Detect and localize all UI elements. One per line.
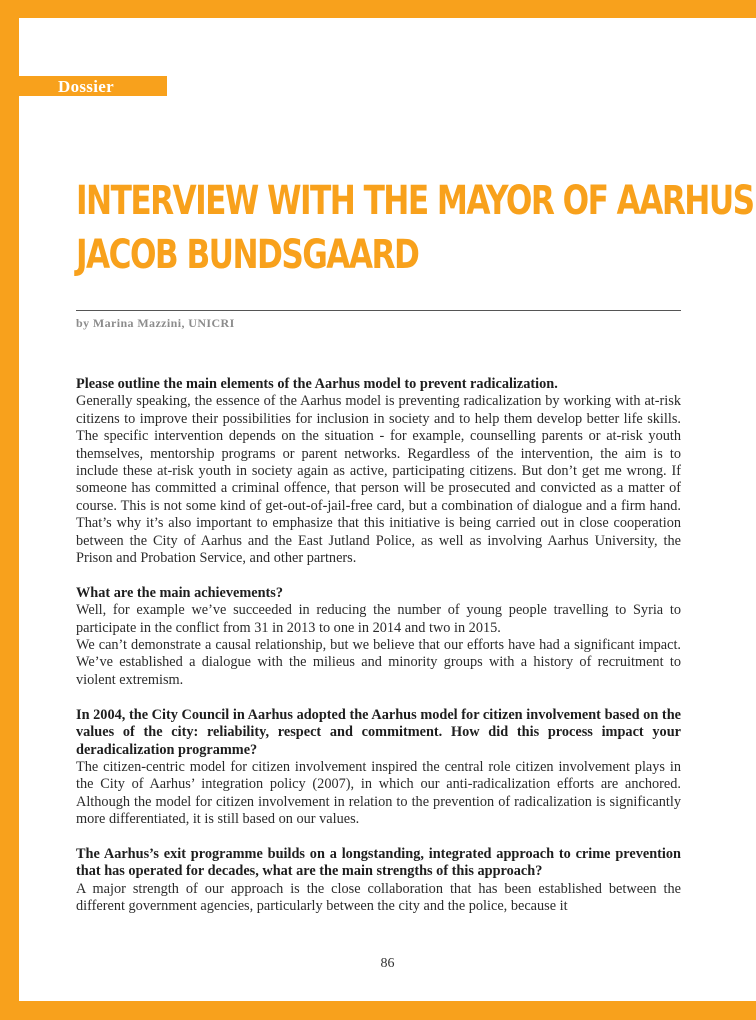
answer-paragraph: Well, for example we’ve succeeded in reducing the number of young people travelling to Syria to participate in the conflict from 31 in 2013 to one in 2014 and two in 2015. bbox=[76, 602, 681, 636]
page-number: 86 bbox=[380, 956, 395, 971]
title-line: JACOB BUNDSGAARD bbox=[76, 232, 419, 278]
qa-block bbox=[76, 585, 681, 689]
answer-paragraph: A major strength of our approach is the close collaboration that has been established between the different government agencies, particularly between the city and the police, because it bbox=[76, 880, 681, 915]
answer-paragraph: Generally speaking, the essence of the Aarhus model is preventing radicalization by working with at-risk citizens to improve their possibilities for inclusion in society and to help them develop better life skills. The specific intervention depends on the situation - for example, counselling parents or at-risk youth themselves, mentorship programs or parent networks. Regardless of the intervention, the aim is to include these at-risk youth in society again as active, participating citizens. But don’t get me wrong. If someone has committed a criminal offence, that person will be prosecuted and convicted as a matter of course. This is not some kind of get-out-of-jail-free card, but a combination of dialogue and a firm hand. That’s why it’s also important to emphasize that this initiative is being carried out in close cooperation between the City of Aarhus and the East Jutland Police, as well as involving Aarhus University, the Prison and Probation Service, and other partners. bbox=[76, 393, 681, 567]
answer-paragraph: The citizen-centric model for citizen involvement inspired the central role citizen involvement plays in the City of Aarhus’ integration policy (2007), in which our anti-radicalization efforts are anchored. Although the model for citizen involvement in relation to the prevention of radicalization is significantly more differentiated, it is still based on our values. bbox=[76, 758, 681, 828]
page bbox=[19, 18, 756, 1001]
byline: by Marina Mazzini, UNICRI bbox=[76, 316, 235, 330]
question: What are the main achievements? bbox=[76, 584, 284, 601]
qa-block bbox=[76, 707, 681, 829]
article-body bbox=[76, 376, 681, 933]
answer-paragraph: We can’t demonstrate a causal relationship, but we believe that our efforts have had a significant impact. We’ve established a dialogue with the milieus and minority groups with a history of recruitment to violent extremism. bbox=[76, 637, 681, 688]
title-divider bbox=[76, 310, 681, 311]
title-line: INTERVIEW WITH THE MAYOR OF AARHUS bbox=[76, 178, 754, 224]
question: The Aarhus’s exit programme builds on a longstanding, integrated approach to crime prevention that has operated for decades, what are the main strengths of this approach? bbox=[76, 845, 681, 880]
question: Please outline the main elements of the Aarhus model to prevent radicalization. bbox=[76, 376, 558, 392]
qa-block bbox=[76, 376, 681, 567]
article-title bbox=[76, 174, 754, 282]
question: In 2004, the City Council in Aarhus adopted the Aarhus model for citizen involvement based on the values of the city: reliability, respect and commitment. How did this process impact your deradicalization programme? bbox=[76, 706, 681, 758]
section-tag: Dossier bbox=[19, 76, 167, 96]
qa-block bbox=[76, 846, 681, 916]
